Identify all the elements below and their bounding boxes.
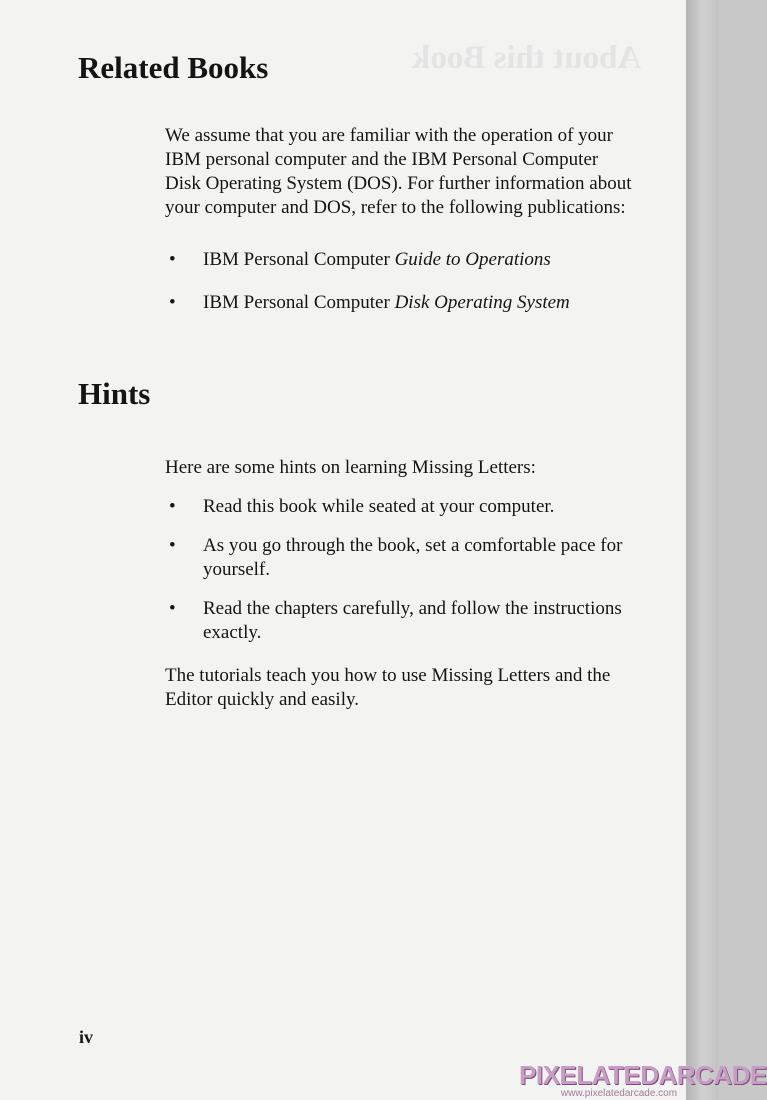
hints-heading: Hints — [78, 376, 151, 411]
publication-list — [165, 248, 635, 334]
list-item — [165, 495, 635, 519]
bullet-icon: • — [169, 249, 176, 270]
hint-text: Read this book while seated at your computer. — [203, 496, 555, 517]
bullet-icon: • — [169, 292, 176, 313]
watermark-brand: PIXELATEDARCADE — [519, 1060, 767, 1090]
hints-list — [165, 495, 635, 660]
bleed-through-title: About this Book — [412, 40, 642, 76]
closing-paragraph: The tutorials teach you how to use Missing Letters and the Editor quickly and easily. — [165, 665, 611, 710]
publication-title: Guide to Operations — [394, 249, 551, 270]
publication-prefix: IBM Personal Computer — [203, 249, 395, 270]
bullet-icon: • — [169, 598, 176, 619]
list-item — [165, 534, 635, 582]
related-books-intro: We assume that you are familiar with the operation of your IBM personal computer and the IBM Personal Computer Disk Operating System (DOS). For further information about your computer and DOS, refer to the following publications: — [165, 125, 632, 218]
page-number: iv — [79, 1027, 94, 1047]
related-books-heading: Related Books — [78, 50, 269, 85]
hint-text: As you go through the book, set a comfortable pace for yourself. — [203, 535, 623, 580]
watermark — [519, 1060, 767, 1099]
list-item — [165, 291, 635, 315]
bullet-icon: • — [169, 535, 176, 556]
list-item — [165, 248, 635, 272]
page-edge-shadow — [686, 0, 719, 1100]
publication-title: Disk Operating System — [394, 292, 570, 313]
hints-intro: Here are some hints on learning Missing Letters: — [165, 457, 536, 478]
watermark-url: www.pixelatedarcade.com — [560, 1088, 678, 1099]
bullet-icon: • — [169, 496, 176, 517]
publication-prefix: IBM Personal Computer — [203, 292, 395, 313]
hint-text: Read the chapters carefully, and follow the instructions exactly. — [203, 598, 622, 643]
list-item — [165, 597, 635, 645]
